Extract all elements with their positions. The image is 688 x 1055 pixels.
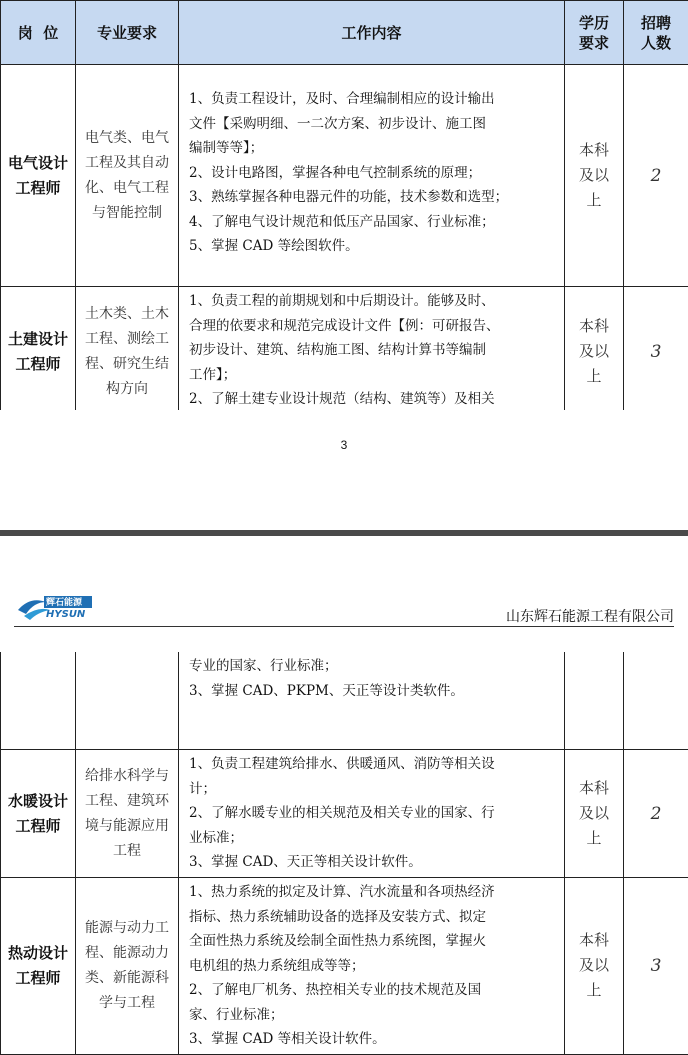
position-cell: 水暖设计工程师: [1, 750, 76, 878]
position-cell: [1, 652, 76, 750]
position-cell: 土建设计工程师: [1, 287, 76, 411]
content-line: 1、热力系统的拟定及计算、汽水流量和各项热经济: [189, 884, 495, 900]
content-cell: [179, 65, 565, 287]
education-cell: 本科及以上: [565, 65, 624, 287]
company-logo: [16, 592, 96, 624]
education-cell: [565, 652, 624, 750]
count-cell: 2: [624, 65, 688, 287]
content-line: 3、熟练掌握各种电器元件的功能，技术参数和选型；: [189, 189, 509, 205]
content-cell: [179, 878, 565, 1055]
education-cell: 本科及以上: [565, 750, 624, 878]
content-line: 工作】；: [189, 366, 237, 383]
content-line: 1、负责工程设计，及时、合理编制相应的设计输出: [189, 91, 495, 107]
content-line: 2、了解土建专业设计规范（结构、建筑等）及相关: [189, 391, 495, 407]
major-cell: 给排水科学与工程、建筑环境与能源应用工程: [76, 750, 179, 878]
major-cell: 电气类、电气工程及其自动化、电气工程与智能控制: [76, 65, 179, 287]
content-cell: [179, 287, 565, 411]
content-line: 计；: [189, 780, 216, 797]
major-cell: 土木类、土木工程、测绘工程、研究生结构方向: [76, 287, 179, 411]
content-line: 合理的依要求和规范完成设计文件【例：可研报告、: [189, 317, 500, 334]
header-rule: [14, 626, 674, 627]
recruitment-table-page-2: [0, 652, 688, 1055]
table-row: [1, 287, 688, 411]
content-line: 编制等等】；: [189, 140, 264, 156]
header-content: 工作内容: [179, 1, 565, 65]
header-count: 招聘人数: [624, 1, 688, 65]
company-name: 山东辉石能源工程有限公司: [506, 609, 674, 625]
table-row: [1, 878, 688, 1055]
content-line: 3、掌握 CAD、天正等相关设计软件。: [189, 854, 422, 870]
content-line: 1、负责工程的前期规划和中后期设计。能够及时、: [189, 293, 495, 309]
content-cell: [179, 652, 565, 750]
content-line: 2、设计电路图，掌握各种电气控制系统的原理；: [189, 164, 482, 181]
major-cell: [76, 652, 179, 750]
table-row: [1, 750, 688, 878]
header-education: 学历要求: [565, 1, 624, 65]
content-line: 3、掌握 CAD、PKPM、天正等设计类软件。: [189, 682, 464, 699]
content-line: 指标、热力系统辅助设备的选择及安装方式、拟定: [189, 908, 486, 925]
count-cell: 2: [624, 750, 688, 878]
content-line: 2、了解水暖专业的相关规范及相关专业的国家、行: [189, 805, 495, 821]
content-line: 电机组的热力系统组成等等；: [189, 957, 365, 974]
content-cell: [179, 750, 565, 878]
major-cell: 能源与动力工程、能源动力类、新能源科学与工程: [76, 878, 179, 1055]
position-cell: 热动设计工程师: [1, 878, 76, 1055]
content-line: 业标准；: [189, 829, 243, 846]
table-row: [1, 652, 688, 750]
content-line: 全面性热力系统及绘制全面性热力系统图，掌握火: [189, 933, 486, 949]
content-line: 2、了解电厂机务、热控相关专业的技术规范及国: [189, 982, 482, 998]
logo-en-text: HYSUN: [46, 609, 86, 620]
recruitment-table-page-1: [0, 0, 688, 410]
content-line: 家、行业标准；: [189, 1006, 284, 1023]
header-position: 岗 位: [1, 1, 76, 65]
count-cell: [624, 652, 688, 750]
header-major: 专业要求: [76, 1, 179, 65]
education-cell: 本科及以上: [565, 287, 624, 411]
count-cell: 3: [624, 878, 688, 1055]
page-1-table-region: [0, 0, 688, 410]
content-line: 初步设计、建筑、结构施工图、结构计算书等编制: [189, 342, 486, 358]
content-line: 文件【采购明细、一二次方案、初步设计、施工图: [189, 115, 486, 132]
table-row: [1, 65, 688, 287]
position-cell: 电气设计工程师: [1, 65, 76, 287]
content-line: 3、掌握 CAD 等相关设计软件。: [189, 1031, 386, 1047]
content-line: 4、了解电气设计规范和低压产品国家、行业标准；: [189, 213, 495, 230]
content-line: 5、掌握 CAD 等绘图软件。: [189, 238, 359, 254]
page-2-table-region: [0, 652, 688, 1055]
content-line: 专业的国家、行业标准；: [189, 658, 338, 674]
count-cell: 3: [624, 287, 688, 411]
logo-text: 辉石能源: [46, 598, 83, 608]
table-header-row: [1, 1, 688, 65]
page-number: 3: [340, 438, 348, 452]
content-line: 1、负责工程建筑给排水、供暖通风、消防等相关设: [189, 756, 495, 772]
page-separator: [0, 530, 688, 536]
education-cell: 本科及以上: [565, 878, 624, 1055]
